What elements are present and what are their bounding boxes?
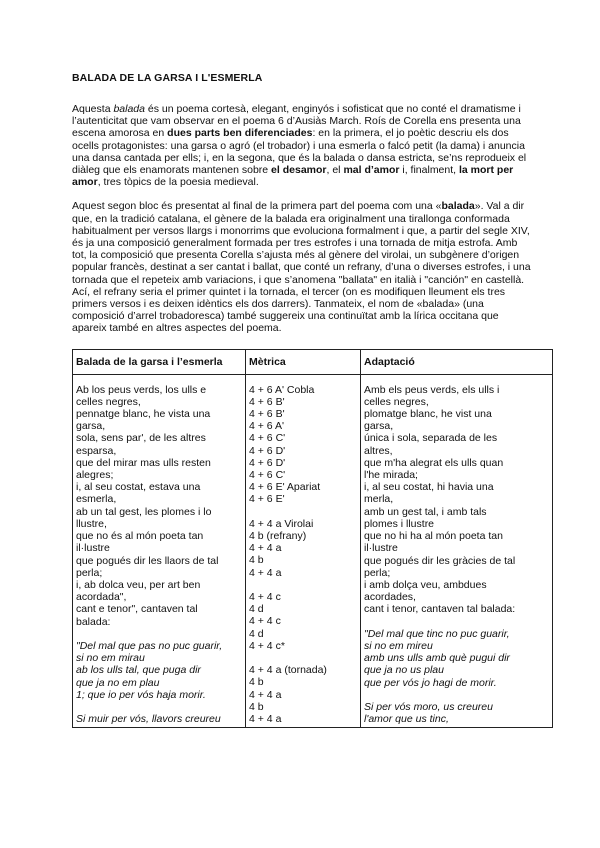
header-original: Balada de la garsa i l’esmerla	[73, 349, 246, 374]
table-line: sola, sens par', de les altres	[76, 432, 206, 445]
table-line: esmerla,	[76, 493, 117, 506]
table-line: 4 + 4 a	[249, 688, 282, 701]
table-line: que pogués dir les llaors de tal	[76, 554, 219, 567]
text-run: i, finalment,	[399, 164, 459, 177]
table-line: si no em mirau	[76, 652, 145, 665]
table-line: plomatge blanc, he vist una	[364, 408, 492, 421]
table-line: 4 + 6 A'	[249, 420, 284, 433]
table-line: "Del mal que tinc no puc guarir,	[364, 627, 510, 640]
table-line: garsa,	[76, 420, 106, 433]
bold-term: el desamor	[271, 164, 327, 177]
table-line: que pogués dir les gràcies de tal	[364, 554, 516, 567]
bold-term: balada	[441, 200, 475, 213]
table-line: cant e tenor", cantaven tal	[76, 603, 198, 616]
table-line: 4 b (refrany)	[249, 530, 307, 543]
italic-term: balada	[113, 103, 145, 115]
document-page	[72, 60, 532, 728]
table-line: 4 + 4 a	[249, 566, 282, 579]
table-line: ab los ulls tal, que puga dir	[76, 664, 201, 677]
table-header-row	[73, 349, 553, 374]
table-line: única i sola, separada de les	[364, 432, 498, 445]
table-line: 4 + 6 E'	[249, 493, 285, 506]
table-line: Si per vós moro, us creureu	[364, 700, 493, 713]
bold-term: dues parts ben diferenciades	[167, 127, 313, 140]
table-line: 4 + 4 a	[249, 713, 282, 726]
table-line: altres,	[364, 444, 393, 457]
table-line: 4 + 4 c	[249, 591, 281, 604]
table-line: amb un gest tal, i amb tals	[364, 505, 487, 518]
table-line: 4 + 6 B'	[249, 395, 285, 408]
table-line: amb uns ulls amb què pugui dir	[364, 652, 510, 665]
table-line: Amb els peus verds, els ulls i	[364, 383, 500, 396]
header-adaptation: Adaptació	[361, 349, 553, 374]
table-line: il·lustre	[364, 542, 398, 555]
table-line: i, al seu costat, hi havia una	[364, 481, 494, 494]
table-line: acordades,	[364, 591, 416, 604]
table-line: que ja no us plau	[364, 664, 444, 677]
table-line: 4 + 4 a Virolai	[249, 517, 314, 530]
table-line: llustre,	[76, 517, 107, 530]
table-line: si no em mireu	[364, 639, 433, 652]
poem-table	[72, 349, 553, 729]
table-line: balada:	[76, 615, 111, 628]
table-line: 4 + 6 C'	[249, 469, 286, 482]
table-line: Ab los peus verds, los ulls e	[76, 383, 207, 396]
table-line: merla,	[364, 493, 394, 506]
metrics-cell	[246, 374, 361, 728]
table-line: plomes i llustre	[364, 517, 435, 530]
table-line: 4 + 4 c	[249, 615, 281, 628]
table-line: il·lustre	[76, 542, 110, 555]
adaptation-cell	[361, 374, 553, 728]
table-body-row	[73, 374, 553, 728]
table-line: l'amor que us tinc,	[364, 713, 449, 726]
table-line: celles negres,	[364, 395, 429, 408]
table-line: 1; que io per vós haja morir.	[76, 688, 206, 701]
table-line: ab un tal gest, les plomes i lo	[76, 505, 212, 518]
table-line: 4 + 4 c*	[249, 639, 285, 652]
intro-paragraph	[72, 103, 532, 188]
table-line: celles negres,	[76, 395, 141, 408]
table-line: i, ab dolca veu, per art ben	[76, 578, 201, 591]
table-line: "Del mal que pas no puc guarir,	[76, 639, 223, 652]
table-line: perla;	[364, 566, 391, 579]
table-line: alegres;	[76, 469, 114, 482]
table-line: 4 b	[249, 554, 264, 567]
text-run: Aquesta	[72, 103, 114, 115]
table-line: 4 + 4 a (tornada)	[249, 664, 327, 677]
table-line: 4 + 6 D'	[249, 444, 286, 457]
table-line: 4 + 6 E' Apariat	[249, 481, 321, 494]
table-line: que m'ha alegrat els ulls quan	[364, 456, 504, 469]
table-line: l'he mirada;	[364, 469, 418, 482]
table-line: esparsa,	[76, 444, 117, 457]
table-line: que no és al món poeta tan	[76, 530, 204, 543]
table-line: 4 + 6 B'	[249, 408, 285, 421]
header-metrics: Mètrica	[246, 349, 361, 374]
table-line: 4 + 6 C'	[249, 432, 286, 445]
table-line: perla;	[76, 566, 103, 579]
table-line: 4 + 6 A' Cobla	[249, 383, 315, 396]
text-run: és un poema cortesà, elegant, enginyós i sofisticat que no conté el dramatisme i l’autenticitat que vam observar en el poema 6 d’Ausiàs March. Roís de Corella ens presenta una escena amorosa en	[72, 103, 521, 140]
document-title: BALADA DE LA GARSA I L'ESMERLA	[72, 72, 263, 84]
text-run: ». Val a dir que, en la tradició catalana, el gènere de la balada era originalment una tirallonga conformada habitualment per versos llargs i monorrims que evoluciona formalment i que, a partir del segle XIV, és ja una composició generalment formada per tres estrofes i una tornada de mitja estrofa. Amb tot, la composició que presenta Corella s’ajusta més al gènere del virolai, un subgènere d’origen popular francès, destinat a ser cantat i ballat, que conté un refrany, d’una o diverses estrofes, i una tornada que el repeteix amb variacions, i que s’anomena "ballata" en italià i "canción" en castellà. Ací, el refrany seria el primer quintet i la tornada, el tercer (on es modifiquen lleument els tres primers versos i es deixen idèntics els dos darrers). Tanmateix, el nom de «balada» (una composició d’arrel trobadoresca) també suggereix una continuïtat amb la lírica occitana que apareix també en altres aspectes del poema.	[72, 200, 531, 335]
table-line: que no hi ha al món poeta tan	[364, 530, 503, 543]
table-line: cant i tenor, cantaven tal balada:	[364, 603, 516, 616]
table-line: 4 d	[249, 627, 264, 640]
text-run: , tres tòpics de la poesia medieval.	[97, 176, 259, 189]
text-run: Aquest segon bloc és presentat al final de la primera part del poema com una «	[72, 200, 442, 213]
table-line: garsa,	[364, 420, 394, 433]
second-paragraph	[72, 200, 532, 334]
table-line: i amb dolça veu, ambdues	[364, 578, 487, 591]
table-line: i, al seu costat, estava una	[76, 481, 201, 494]
table-line: acordada",	[76, 591, 127, 604]
table-line: que del mirar mas ulls resten	[76, 456, 211, 469]
original-text-cell	[73, 374, 246, 728]
table-line: 4 b	[249, 700, 264, 713]
table-line: 4 + 4 a	[249, 542, 282, 555]
table-line: pennatge blanc, he vista una	[76, 408, 211, 421]
table-line: que ja no em plau	[76, 676, 160, 689]
table-line: que per vós jo hagi de morir.	[364, 676, 497, 689]
table-line: 4 + 6 D'	[249, 456, 286, 469]
text-run: : en la primera, el jo poètic descriu els dos ocells protagonistes: una garsa o agró (el trobador) i una esmerla o falcó petit (la dama) i anuncia una dansa cantada per ells; i, en la segona, que és la balada o dansa estricta, se’ns reprodueix el diàleg que els enamorats mantenen sobre	[72, 127, 527, 177]
bold-term: mal d’amor	[343, 164, 400, 177]
table-line: Si muir per vós, llavors creureu	[76, 713, 221, 726]
text-run: , el	[326, 164, 344, 177]
table-line: 4 d	[249, 603, 264, 616]
table-line: 4 b	[249, 676, 264, 689]
bold-term: la mort per amor	[72, 164, 514, 189]
